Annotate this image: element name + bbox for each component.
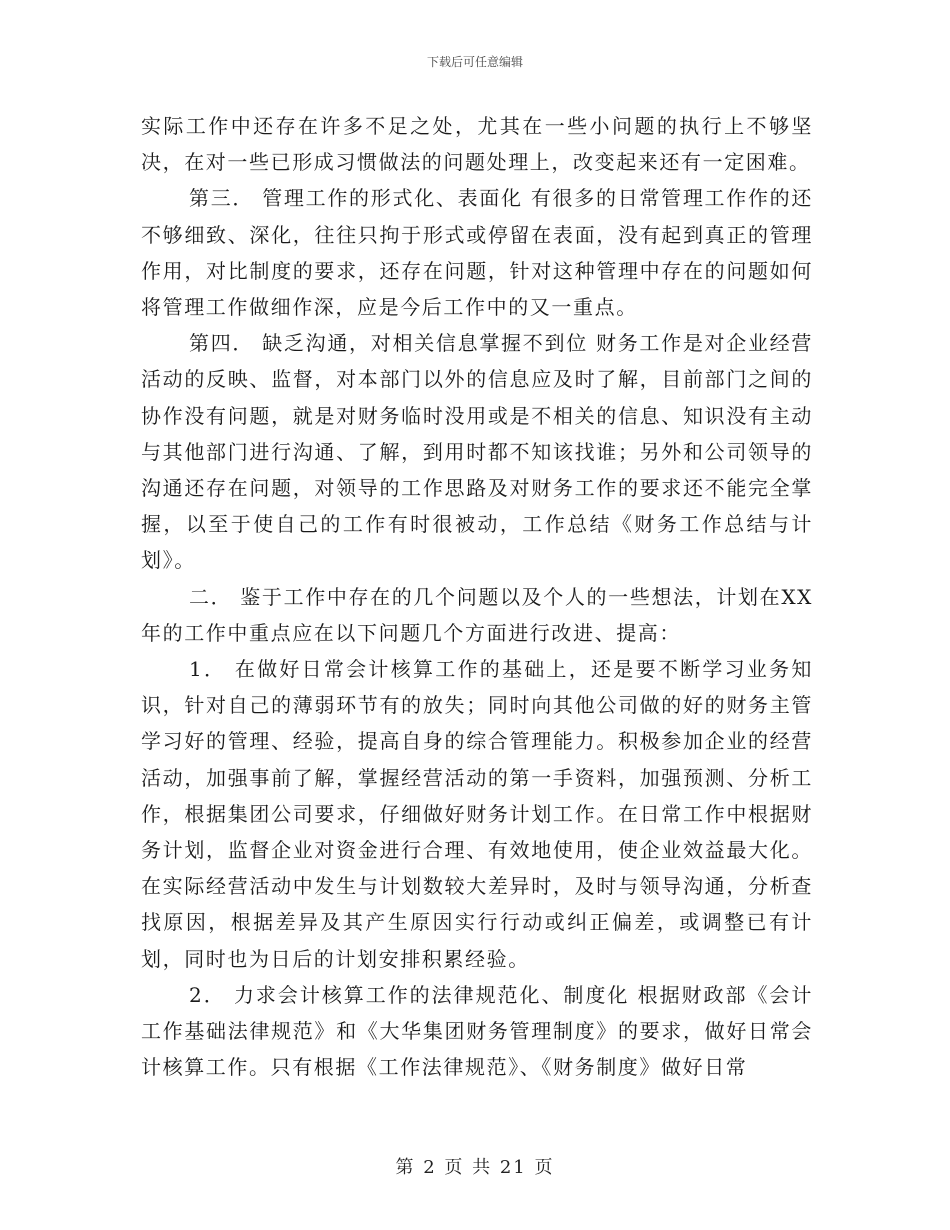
- paragraph-1: 实际工作中还存在许多不足之处，尤其在一些小问题的执行上不够坚决，在对一些已形成习惯做法的问题处理上，改变起来还有一定困难。: [141, 114, 813, 175]
- page-header: 下载后可任意编辑: [426, 55, 523, 69]
- document-body: [141, 108, 813, 1085]
- paragraph-6: 2． 力求会计核算工作的法律规范化、制度化 根据财政部《会计工作基础法律规范》和《大华集团财务管理制度》的要求，做好日常会计核算工作。只有根据《工作法律规范》、《财务制度》做好日常: [141, 982, 813, 1080]
- paragraph-4: 二． 鉴于工作中存在的几个问题以及个人的一些想法，计划在XX年的工作中重点应在以下问题几个方面进行改进、提高：: [141, 584, 813, 645]
- paragraph-3: 第四． 缺乏沟通，对相关信息掌握不到位 财务工作是对企业经营活动的反映、监督，对本部门以外的信息应及时了解，目前部门之间的协作没有问题，就是对财务临时没用或是不相关的信息、知识没有主动与其他部门进行沟通、了解，到用时都不知该找谁；另外和公司领导的沟通还存在问题，对领导的工作思路及对财务工作的要求还不能完全掌握，以至于使自己的工作有时很被动，工作总结《财务工作总结与计划》。: [141, 331, 813, 573]
- paragraph-2: 第三． 管理工作的形式化、表面化 有很多的日常管理工作作的还不够细致、深化，往往只拘于形式或停留在表面，没有起到真正的管理作用，对比制度的要求，还存在问题，针对这种管理中存在的问题如何将管理工作做细作深，应是今后工作中的又一重点。: [141, 186, 813, 320]
- paragraph-5: 1． 在做好日常会计核算工作的基础上，还是要不断学习业务知识，针对自己的薄弱环节有的放失；同时向其他公司做的好的财务主管学习好的管理、经验，提高自身的综合管理能力。积极参加企业的经营活动，加强事前了解，掌握经营活动的第一手资料，加强预测、分析工作，根据集团公司要求，仔细做好财务计划工作。在日常工作中根据财务计划，监督企业对资金进行合理、有效地使用，使企业效益最大化。在实际经营活动中发生与计划数较大差异时，及时与领导沟通，分析查找原因，根据差异及其产生原因实行行动或纠正偏差，或调整已有计划，同时也为日后的计划安排积累经验。: [141, 657, 813, 971]
- page-footer: 第 2 页 共 21 页: [395, 1157, 555, 1178]
